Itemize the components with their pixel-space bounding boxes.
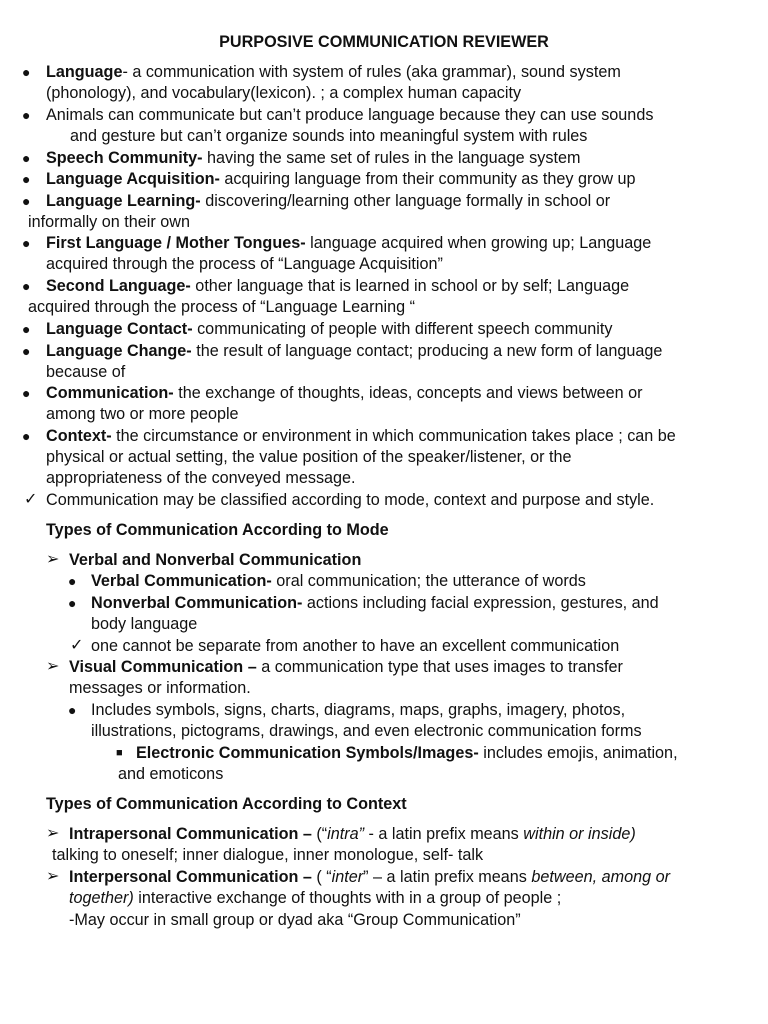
list-item: Includes symbols, signs, charts, diagrams, maps, graphs, imagery, photos, xyxy=(91,701,626,719)
list-item: Language Contact- communicating of people with different speech community xyxy=(46,320,613,338)
page-title: PURPOSIVE COMMUNICATION REVIEWER xyxy=(219,33,549,51)
bullet-dot-icon: ● xyxy=(22,428,31,444)
bullet-dot-icon: ● xyxy=(22,193,31,209)
list-item: Intrapersonal Communication – (“intra” - a latin prefix means within or inside) xyxy=(69,825,636,843)
bullet-dot-icon: ● xyxy=(22,64,31,80)
term: Interpersonal Communication – xyxy=(69,868,312,886)
list-item: one cannot be separate from another to have an excellent communication xyxy=(91,637,620,655)
bullet-dot-icon: ● xyxy=(22,385,31,401)
list-item-continuation: illustrations, pictograms, drawings, and even electronic communication forms xyxy=(91,722,642,740)
list-item: Speech Community- having the same set of rules in the language system xyxy=(46,149,581,167)
term: First Language / Mother Tongues- xyxy=(46,234,306,252)
term: Communication- xyxy=(46,384,174,402)
bullet-dot-icon: ● xyxy=(68,702,77,718)
list-item: Communication may be classified according to mode, context and purpose and style. xyxy=(46,491,655,509)
list-item: Interpersonal Communication – ( “inter” – a latin prefix means between, among or xyxy=(69,868,670,886)
list-item: First Language / Mother Tongues- language acquired when growing up; Language xyxy=(46,234,652,252)
list-item-continuation: acquired through the process of “Language Learning “ xyxy=(28,298,415,316)
list-item: Electronic Communication Symbols/Images- includes emojis, animation, xyxy=(136,744,678,762)
list-item: Animals can communicate but can’t produce language because they can use sounds xyxy=(46,106,654,124)
term: Language Contact- xyxy=(46,320,193,338)
term: Language Acquisition- xyxy=(46,170,220,188)
bullet-dot-icon: ● xyxy=(22,150,31,166)
list-item: Second Language- other language that is learned in school or by self; Language xyxy=(46,277,630,295)
arrow-bullet-icon: ➢ xyxy=(46,658,60,675)
list-item-continuation: informally on their own xyxy=(28,213,190,231)
list-item: Nonverbal Communication- actions including facial expression, gestures, and xyxy=(91,594,659,612)
list-item-continuation: talking to oneself; inner dialogue, inner monologue, self- talk xyxy=(52,846,484,864)
list-item: Communication- the exchange of thoughts, ideas, concepts and views between or xyxy=(46,384,643,402)
term: Visual Communication – xyxy=(69,658,257,676)
bullet-dot-icon: ● xyxy=(68,595,77,611)
bullet-dot-icon: ● xyxy=(22,278,31,294)
list-item-continuation: because of xyxy=(46,363,126,381)
bullet-dot-icon: ● xyxy=(22,235,31,251)
list-item-continuation: -May occur in small group or dyad aka “Group Communication” xyxy=(69,911,521,929)
list-item: Language- a communication with system of rules (aka grammar), sound system xyxy=(46,63,621,81)
list-item: Language Change- the result of language contact; producing a new form of language xyxy=(46,342,663,360)
term: Electronic Communication Symbols/Images- xyxy=(136,744,479,762)
list-item-continuation: appropriateness of the conveyed message. xyxy=(46,469,356,487)
list-item-continuation: and gesture but can’t organize sounds into meaningful system with rules xyxy=(70,127,588,145)
bullet-dot-icon: ● xyxy=(22,343,31,359)
term: Speech Community- xyxy=(46,149,203,167)
arrow-bullet-icon: ➢ xyxy=(46,825,60,842)
bullet-dot-icon: ● xyxy=(22,107,31,123)
bullet-dot-icon: ● xyxy=(22,321,31,337)
list-item-continuation: acquired through the process of “Language Acquisition” xyxy=(46,255,443,273)
list-item-continuation: among two or more people xyxy=(46,405,239,423)
term: Verbal Communication- xyxy=(91,572,272,590)
list-item: Context- the circumstance or environment in which communication takes place ; can be xyxy=(46,427,676,445)
arrow-bullet-icon: ➢ xyxy=(46,868,60,885)
bullet-dot-icon: ● xyxy=(68,573,77,589)
list-item: Language Acquisition- acquiring language from their community as they grow up xyxy=(46,170,636,188)
list-item-continuation: (phonology), and vocabulary(lexicon). ; a complex human capacity xyxy=(46,84,522,102)
arrow-bullet-icon: ➢ xyxy=(46,551,60,568)
section-heading: Types of Communication According to Context xyxy=(46,795,407,813)
section-heading: Types of Communication According to Mode xyxy=(46,521,389,539)
list-item-continuation: body language xyxy=(91,615,198,633)
checkmark-icon: ✓ xyxy=(24,491,38,508)
subsection-title: Verbal and Nonverbal Communication xyxy=(69,551,362,569)
list-item: Verbal Communication- oral communication; the utterance of words xyxy=(91,572,586,590)
term: Intrapersonal Communication – xyxy=(69,825,312,843)
list-item-continuation: physical or actual setting, the value position of the speaker/listener, or the xyxy=(46,448,572,466)
square-bullet-icon: ■ xyxy=(116,747,123,759)
term: Nonverbal Communication- xyxy=(91,594,303,612)
term: Language xyxy=(46,63,123,81)
list-item-continuation: messages or information. xyxy=(69,679,251,697)
term: Language Change- xyxy=(46,342,192,360)
term: Language Learning- xyxy=(46,192,201,210)
list-item: Visual Communication – a communication type that uses images to transfer xyxy=(69,658,623,676)
list-item: Language Learning- discovering/learning other language formally in school or xyxy=(46,192,611,210)
list-item-continuation: and emoticons xyxy=(118,765,224,783)
bullet-dot-icon: ● xyxy=(22,171,31,187)
term: Context- xyxy=(46,427,112,445)
list-item-continuation: together) interactive exchange of thoughts with in a group of people ; xyxy=(69,889,562,907)
term: Second Language- xyxy=(46,277,191,295)
checkmark-icon: ✓ xyxy=(70,637,84,654)
